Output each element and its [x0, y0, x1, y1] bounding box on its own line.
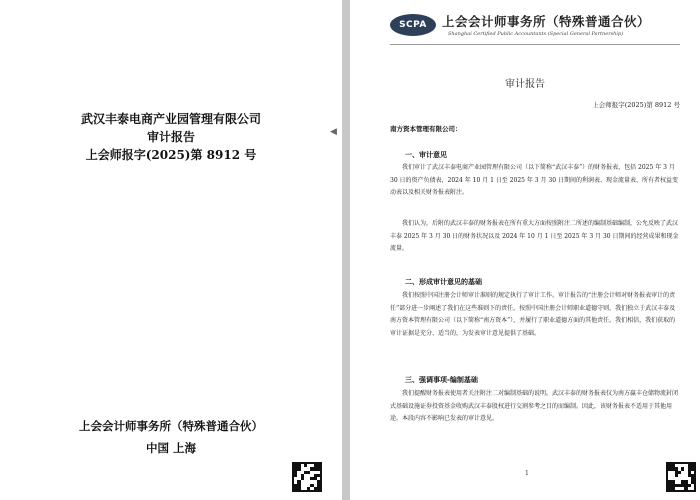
page-number: 1 — [525, 470, 529, 477]
letterhead — [390, 10, 680, 40]
cover-report-title: 审计报告 — [146, 130, 195, 144]
qr-module — [684, 487, 687, 490]
qr-module — [671, 487, 674, 490]
letterhead-firm-en: Shanghai Certified Public Accountants (Special General Partnership) — [448, 31, 624, 37]
qr-module — [294, 474, 297, 477]
qr-module — [688, 484, 691, 487]
cover-qr-code — [292, 462, 322, 492]
page-nav-arrow-icon[interactable]: ◀ — [330, 127, 337, 137]
qr-module — [678, 471, 681, 474]
qr-module — [304, 464, 307, 467]
letterhead-rule — [390, 44, 680, 45]
paragraph: 我们认为，后附的武汉丰泰的财务报表在所有重大方面按照附注二所述的编制基础编制，公允反映了武汉丰泰 2025 年 3 月 30 日的财务状况以及 2024 年 10 月 1 日至 2025 年 3 月 30 日期间的经营成果和现金流量。 — [390, 220, 679, 252]
section-heading: 三、强调事项-编制基础 — [405, 375, 478, 384]
cover-company-name: 武汉丰泰电商产业园管理有限公司 — [80, 112, 261, 126]
cover-firm-name: 上会会计师事务所（特殊普通合伙） — [79, 419, 263, 433]
scpa-logo: SCPA — [390, 14, 436, 36]
qr-module — [317, 474, 320, 477]
cover-location: 中国 上海 — [145, 441, 196, 455]
qr-module — [307, 487, 310, 490]
paragraph: 我们提醒财务报表使用者关注附注二对编制基础的说明。武汉丰泰的财务报表仅为南方赢丰仓储物流封闭式基础设施证券投资基金收购武汉丰泰股权进行交割参考之目的而编制。因此，该财务报表不适用于其他用途。本段内容不影响已发表的审计意见。 — [390, 390, 679, 422]
page-divider — [342, 0, 350, 500]
paragraph: 我们审计了武汉丰泰电商产业园管理有限公司（以下简称“武汉丰泰”）的财务报表，包括 2025 年 3 月 30 日的资产负债表，2024 年 10 月 1 日至 2025 年 3 月 30 日期间的利润表、现金流量表、所有者权益变动表以及相关财务报表附注。 — [390, 164, 678, 196]
qr-module — [307, 471, 310, 474]
paragraph: 我们按照中国注册会计师审计准则的规定执行了审计工作。审计报告的“注册会计师对财务报表审计的责任”部分进一步阐述了我们在这些准则下的责任。按照中国注册会计师职业道德守则，我们独立于武汉丰泰及南方资本管理有限公司（以下简称“南方资本”），并履行了职业道德方面的其他责任。我们相信，我们获取的审计证据是充分、适当的，为发表审计意见提供了基础。 — [390, 292, 676, 337]
section-heading: 二、形成审计意见的基础 — [405, 277, 482, 286]
section-heading: 一、审计意见 — [405, 150, 447, 159]
qr-module — [297, 467, 300, 470]
qr-module — [691, 480, 694, 483]
report-title: 审计报告 — [505, 79, 545, 90]
qr-module — [297, 487, 300, 490]
report-qr-code — [666, 462, 696, 492]
letterhead-firm-cn: 上会会计师事务所（特殊普通合伙） — [442, 14, 651, 29]
cover-page — [0, 0, 342, 500]
cover-report-number: 上会师报字(2025)第 8912 号 — [85, 148, 257, 162]
report-number: 上会师报字(2025)第 8912 号 — [592, 101, 680, 109]
addressee: 南方资本管理有限公司： — [390, 125, 462, 133]
qr-module — [317, 487, 320, 490]
qr-module — [317, 467, 320, 470]
qr-module — [301, 477, 304, 480]
qr-module — [691, 467, 694, 470]
qr-module — [681, 467, 684, 470]
qr-module — [675, 474, 678, 477]
